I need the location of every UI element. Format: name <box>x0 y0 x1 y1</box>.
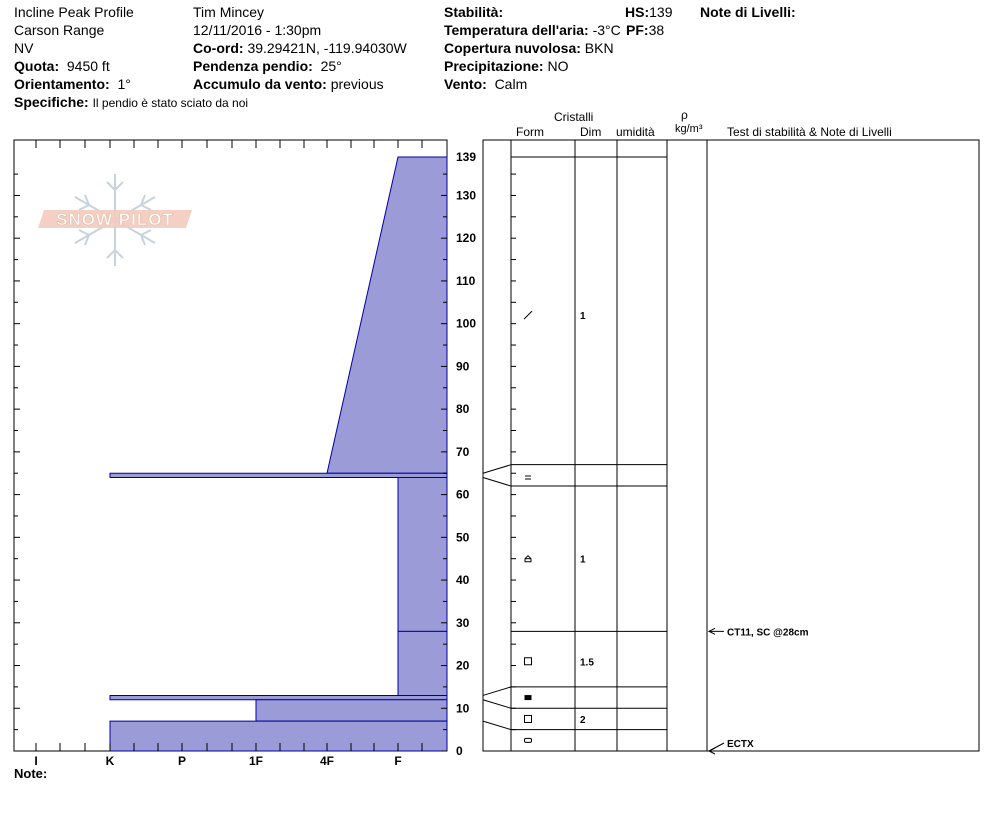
site-name: Incline Peak Profile <box>14 4 134 20</box>
coord-label: Co-ord: <box>193 40 244 56</box>
cloud-label: Copertura nuvolosa: <box>444 40 581 56</box>
depth-tick-label: 40 <box>456 573 470 588</box>
test-arrow <box>709 628 724 634</box>
specs-value: Il pendio è stato sciato da noi <box>92 96 249 110</box>
hardness-tick-label: I <box>34 754 38 768</box>
depth-tick-label: 80 <box>456 402 470 417</box>
depth-tick-label: 70 <box>456 444 470 459</box>
test-label: CT11, SC @28cm <box>727 627 809 639</box>
stability-label: Stabilità: <box>444 4 504 20</box>
observer: Tim Mincey <box>193 4 265 20</box>
precipitation-particles-icon <box>524 311 532 319</box>
table-frame <box>483 140 979 751</box>
slope-label: Pendenza pendio: <box>193 58 313 74</box>
faceted-crystals-icon <box>525 715 532 722</box>
hardness-tick-label: 4F <box>319 754 335 768</box>
orient-value: 1° <box>117 76 131 92</box>
depth-tick-label: 130 <box>456 188 477 203</box>
layer-connector <box>483 700 511 709</box>
depth-tick-label: 60 <box>456 487 470 502</box>
wind-load-value: previous <box>330 76 384 92</box>
rounding-facets-icon <box>525 738 532 742</box>
wind-load-label: Accumulo da vento: <box>193 76 327 92</box>
hardness-layer <box>110 695 447 699</box>
depth-tick-label: 90 <box>456 359 470 374</box>
datetime: 12/11/2016 - 1:30pm <box>193 22 322 38</box>
hardness-layer <box>398 631 447 695</box>
hardness-tick-label: F <box>394 754 402 768</box>
precip-label: Precipitazione: <box>444 58 544 74</box>
quota-value: 9450 ft <box>66 58 110 74</box>
rho-header: ρ <box>681 108 688 122</box>
air-temp-label: Temperatura dell'aria: <box>444 22 589 38</box>
depth-tick-label: 20 <box>456 658 470 673</box>
coord-value: 39.29421N, -119.94030W <box>247 40 407 56</box>
layer-connector <box>483 721 511 730</box>
hardness-tick-label: P <box>177 754 187 768</box>
layer-connector <box>483 465 511 474</box>
hardness-layer <box>398 478 447 632</box>
density-unit-header: kg/m³ <box>675 123 703 135</box>
layer-connector <box>483 687 511 696</box>
depth-tick-label: 10 <box>456 701 470 716</box>
depth-tick-label: 30 <box>456 615 470 630</box>
depth-tick-label: 120 <box>456 231 477 246</box>
hardness-layer <box>110 473 447 477</box>
symbol-stroke <box>525 658 532 665</box>
crystal-dim: 2 <box>580 714 586 726</box>
logo-text: SNOW PILOT <box>56 210 174 229</box>
humidity-header: umidità <box>616 125 655 139</box>
depth-tick-label: 50 <box>456 530 470 545</box>
symbol-stroke <box>525 695 532 700</box>
crystal-dim: 1.5 <box>580 657 594 669</box>
wind-label: Vento: <box>444 76 487 92</box>
quota-label: Quota: <box>14 58 60 74</box>
hardness-plot <box>14 140 476 768</box>
dim-header: Dim <box>580 125 602 139</box>
melt-freeze-crust-icon <box>525 476 531 479</box>
hs-label: HS: <box>625 4 650 20</box>
range-name: Carson Range <box>14 22 105 38</box>
crystals-header: Cristalli <box>554 110 594 124</box>
depth-tick-label: 139 <box>456 150 477 164</box>
state-name: NV <box>14 40 34 56</box>
faceted-crystals-icon <box>525 658 532 665</box>
slope-value: 25° <box>320 58 342 74</box>
pf-value: 38 <box>648 22 665 38</box>
test-arrow <box>709 743 724 754</box>
crystal-table <box>483 140 979 754</box>
footer-note-label: Note: <box>14 766 48 781</box>
hardness-tick-label: 1F <box>248 754 264 768</box>
symbol-stroke <box>525 715 532 722</box>
wind-value: Calm <box>494 76 528 92</box>
depth-hoar-icon <box>525 556 531 562</box>
depth-tick-label: 100 <box>456 316 477 331</box>
level-notes-label: Note di Livelli: <box>700 4 796 20</box>
air-temp-value: -3°C <box>592 22 621 38</box>
form-header: Form <box>516 125 544 139</box>
symbol-stroke <box>525 738 532 742</box>
specs-label: Specifiche: <box>14 94 89 110</box>
hardness-layer <box>327 157 447 473</box>
cloud-value: BKN <box>584 40 614 56</box>
hardness-layer <box>110 721 447 751</box>
orient-label: Orientamento: <box>14 76 110 92</box>
symbol-stroke <box>524 311 532 319</box>
precip-value: NO <box>547 58 569 74</box>
layer-connector <box>483 478 511 487</box>
hs-value: 139 <box>649 4 673 20</box>
depth-tick-label: 0 <box>456 744 463 758</box>
hardness-tick-label: K <box>105 754 115 768</box>
tests-header: Test di stabilità & Note di Livelli <box>727 125 892 139</box>
ice-layer-icon <box>525 695 532 700</box>
hardness-layer <box>256 700 447 721</box>
depth-tick-label: 110 <box>456 273 476 288</box>
test-label: ECTX <box>727 739 754 750</box>
crystal-dim: 1 <box>580 554 586 566</box>
snowpilot-logo <box>38 174 192 266</box>
pf-label: PF: <box>626 22 649 38</box>
crystal-dim: 1 <box>580 311 586 323</box>
